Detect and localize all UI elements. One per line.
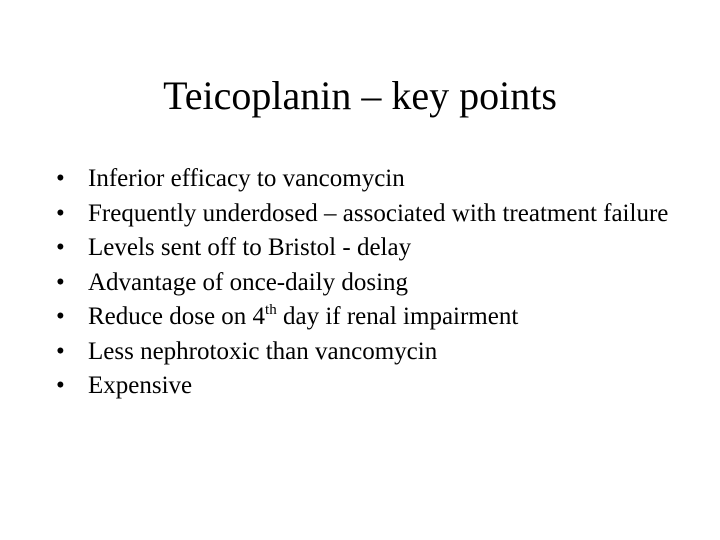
bullet-text: Expensive <box>88 372 193 399</box>
bullet-item <box>56 335 676 370</box>
bullet-text: Inferior efficacy to vancomycin <box>88 165 405 192</box>
bullet-item <box>56 300 676 335</box>
bullet-text: Levels sent off to Bristol - delay <box>88 234 412 261</box>
bullet-item <box>56 266 676 301</box>
bullet-item <box>56 162 676 197</box>
bullet-mark: • <box>56 199 65 227</box>
bullet-item <box>56 369 676 404</box>
bullet-list <box>56 162 676 404</box>
slide-title: Teicoplanin – key points <box>163 73 557 118</box>
bullet-mark: • <box>56 234 65 261</box>
bullet-mark: • <box>56 268 65 296</box>
bullet-text: Less nephrotoxic than vancomycin <box>88 337 438 365</box>
bullet-text-before: Reduce dose on 4 <box>88 303 266 330</box>
bullet-text <box>88 303 518 330</box>
bullet-text: Frequently underdosed – associated with treatment failure <box>88 199 669 227</box>
bullet-text-after: day if renal impairment <box>276 303 519 330</box>
bullet-mark: • <box>56 165 65 192</box>
bullet-mark: • <box>56 303 65 330</box>
bullet-mark: • <box>56 372 65 399</box>
bullet-item <box>56 231 676 266</box>
bullet-text: Advantage of once-daily dosing <box>88 268 409 296</box>
bullet-item <box>56 197 676 232</box>
ordinal-suffix: th <box>265 302 277 318</box>
bullet-mark: • <box>56 337 65 365</box>
